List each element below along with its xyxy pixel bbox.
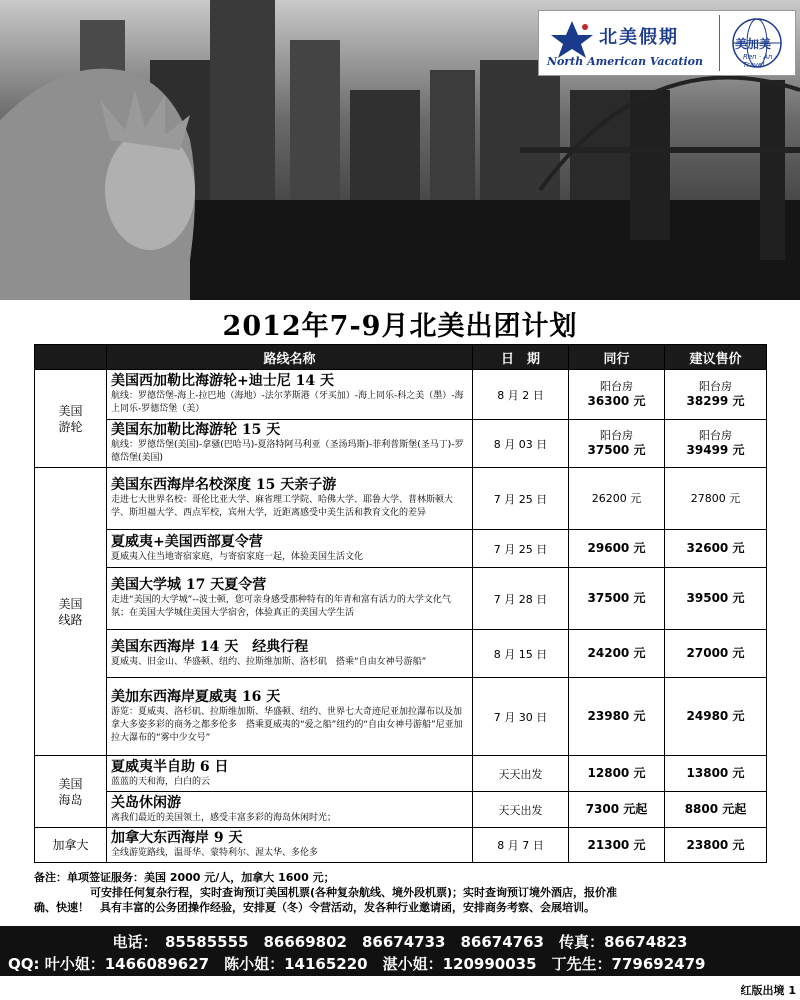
table-row: [35, 568, 767, 630]
peer-price: [569, 630, 665, 678]
peer-price: [569, 828, 665, 863]
route-desc: 夏威夷入住当地寄宿家庭，与寄宿家庭一起，体验美国生活文化: [111, 551, 364, 562]
tour-schedule-table: [34, 344, 767, 863]
peer-price: [569, 568, 665, 630]
peer-price-value: 12800 元: [587, 766, 646, 780]
room-type: 阳台房: [699, 380, 732, 393]
route-date: 8 月 7 日: [473, 828, 569, 863]
route-name: 夏威夷+美国西部夏令营: [111, 533, 263, 550]
peer-price: [569, 678, 665, 756]
route-name: 美加东西海岸夏威夷 16 天: [111, 688, 281, 705]
notes-line: 确、快速！ 具有丰富的公务团操作经验，安排夏（冬）令营活动，发各种行业邀请函，安排商务考察、会展培训。: [34, 901, 595, 914]
route-cell: [107, 756, 473, 792]
peer-price-cell: [569, 370, 665, 420]
route-date: 天天出发: [473, 756, 569, 792]
brand-name-cn: 北美假期: [599, 27, 679, 48]
route-cell: [107, 468, 473, 530]
route-cell: [107, 370, 473, 420]
peer-price-value: 7300 元起: [585, 802, 648, 816]
retail-price: [665, 756, 767, 792]
route-cell: [107, 568, 473, 630]
route-date: 7 月 25 日: [473, 530, 569, 568]
peer-price: 36300 元: [587, 394, 646, 408]
partner-name-cn: 美加美: [735, 37, 772, 51]
header-retail: 建议售价: [665, 345, 767, 370]
route-desc: 离我们最近的美国领土，感受丰富多彩的海岛休闲时光；: [111, 812, 337, 823]
retail-price: [665, 568, 767, 630]
qq-line: QQ: 叶小姐：1466089627 陈小姐：14165220 湛小姐：120990035 丁先生：779692479: [8, 955, 706, 973]
route-desc: 航线：罗德岱堡(美国)-拿骚(巴哈马)-夏洛特阿马利亚（圣汤玛斯)-菲利普斯堡(圣马丁)-罗德岱堡(美国): [111, 440, 464, 463]
room-type: 阳台房: [600, 380, 633, 393]
footer-tag: 红版出境 1: [740, 984, 796, 997]
retail-price-value: 39500 元: [686, 591, 745, 605]
route-desc: 蓝蓝的天和海，白白的云: [111, 776, 211, 787]
route-cell: [107, 420, 473, 468]
page-title: 2012年7-9月北美出团计划: [222, 311, 578, 342]
retail-price: [665, 630, 767, 678]
phone-line: 电话： 85585555 86669802 86674733 86674763 传真：86674823: [112, 933, 688, 951]
retail-price: 38299 元: [686, 394, 745, 408]
category-islands: 美国 海岛: [35, 756, 107, 828]
retail-price: [665, 530, 767, 568]
peer-price-value: 21300 元: [587, 837, 646, 852]
peer-price-value: 29600 元: [587, 541, 646, 555]
table-row: [35, 370, 767, 420]
route-cell: [107, 678, 473, 756]
route-date: 8 月 03 日: [473, 420, 569, 468]
header-blank: [35, 345, 107, 370]
retail-price-value: 8800 元起: [684, 802, 747, 816]
peer-price: [569, 792, 665, 828]
peer-price-value: 37500 元: [587, 591, 646, 605]
table-row: [35, 468, 767, 530]
route-desc: 走进“美国的大学城”--波士顿，您可亲身感受那种特有的年青和富有活力的大学文化气氛；在美国大学城住美国大学宿舍，体验真正的美国大学生活: [111, 595, 451, 618]
partner-name-en: Ren · An · Travel: [743, 53, 777, 69]
route-desc: 走进七大世界名校：哥伦比亚大学、麻省理工学院、哈佛大学、耶鲁大学、普林斯顿大学、斯坦福大学、西点军校，宾州大学，近距离感受中美生活和教育文化的差异: [111, 495, 454, 518]
route-cell: [107, 630, 473, 678]
route-date: 7 月 28 日: [473, 568, 569, 630]
brand-name-en: North American Vacation: [547, 55, 703, 68]
route-desc: 夏威夷、旧金山、华盛顿、纽约、拉斯维加斯、洛杉矶 搭乘“自由女神号游船”: [111, 656, 427, 667]
peer-price: 26200 元: [569, 468, 665, 530]
route-desc: 航线：罗德岱堡-海上-拉巴地（海地）-法尔茅斯港（牙买加）-海上同乐-科之美（墨）-海上同乐-罗德岱堡（美）: [111, 391, 464, 414]
route-name: 关岛休闲游: [111, 794, 181, 811]
peer-price-cell: [569, 420, 665, 468]
route-cell: [107, 530, 473, 568]
notes-section: [34, 870, 766, 915]
retail-price: [665, 792, 767, 828]
retail-price-cell: [665, 370, 767, 420]
header-banner: [0, 0, 800, 300]
header-date: 日 期: [473, 345, 569, 370]
route-date: 8 月 2 日: [473, 370, 569, 420]
table-row: [35, 792, 767, 828]
peer-price: [569, 756, 665, 792]
peer-price: 37500 元: [587, 443, 646, 457]
table-row: [35, 678, 767, 756]
route-cell: [107, 828, 473, 863]
contact-bar: [0, 926, 800, 976]
route-name: 美国东加勒比海游轮 15 天: [111, 422, 281, 438]
route-date: 天天出发: [473, 792, 569, 828]
logo-divider: [719, 15, 720, 71]
retail-price-cell: [665, 420, 767, 468]
peer-price-value: 23980 元: [587, 709, 646, 723]
retail-price-value: 13800 元: [686, 766, 745, 780]
notes-line: 备注：单项签证服务：美国 2000 元/人，加拿大 1600 元；: [34, 871, 335, 884]
route-name: 美国西加勒比海游轮+迪士尼 14 天: [111, 373, 334, 389]
table-row: [35, 530, 767, 568]
retail-price: 27800 元: [665, 468, 767, 530]
retail-price: 39499 元: [686, 443, 745, 457]
table-row: [35, 828, 767, 863]
room-type: 阳台房: [699, 429, 732, 442]
route-name: 美国东西海岸 14 天 经典行程: [111, 638, 309, 655]
route-desc: 全线游览路线，温哥华、蒙特利尔、渥太华、多伦多: [111, 848, 319, 858]
retail-price-value: 23800 元: [686, 837, 745, 852]
route-name: 加拿大东西海岸 9 天: [111, 830, 243, 846]
route-date: 8 月 15 日: [473, 630, 569, 678]
route-name: 美国东西海岸名校深度 15 天亲子游: [111, 477, 337, 493]
route-desc: 游览：夏威夷、洛杉矶、拉斯维加斯、华盛顿、纽约、世界七大奇迹尼亚加拉瀑布以及加拿大多姿多彩的商务之都多伦多 搭乘夏威夷的“爱之船”纽约的“自由女神号游船”尼亚加拉大瀑布的“雾中少女号”: [111, 706, 463, 743]
table-row: [35, 420, 767, 468]
route-date: 7 月 30 日: [473, 678, 569, 756]
brand-logo: [538, 10, 796, 76]
category-cruise: 美国 游轮: [35, 370, 107, 468]
retail-price-value: 32600 元: [686, 541, 745, 555]
peer-price: [569, 530, 665, 568]
table-header-row: [35, 345, 767, 370]
category-routes: 美国 线路: [35, 468, 107, 756]
retail-price: [665, 678, 767, 756]
route-name: 美国大学城 17 天夏令营: [111, 577, 267, 593]
star-icon: [547, 19, 597, 59]
retail-price-value: 24980 元: [686, 709, 745, 723]
category-canada: 加拿大: [35, 828, 107, 863]
notes-line: 可安排任何复杂行程，实时查询预订美国机票(各种复杂航线、境外段机票)；实时查询预订境外酒店，报价准: [90, 886, 618, 899]
retail-price: [665, 828, 767, 863]
route-date: 7 月 25 日: [473, 468, 569, 530]
route-cell: [107, 792, 473, 828]
retail-price-value: 27000 元: [686, 646, 745, 660]
header-route: 路线名称: [107, 345, 473, 370]
header-peer: 同行: [569, 345, 665, 370]
table-row: [35, 756, 767, 792]
route-name: 夏威夷半自助 6 日: [111, 758, 229, 775]
peer-price-value: 24200 元: [587, 646, 646, 660]
table-row: [35, 630, 767, 678]
room-type: 阳台房: [600, 429, 633, 442]
